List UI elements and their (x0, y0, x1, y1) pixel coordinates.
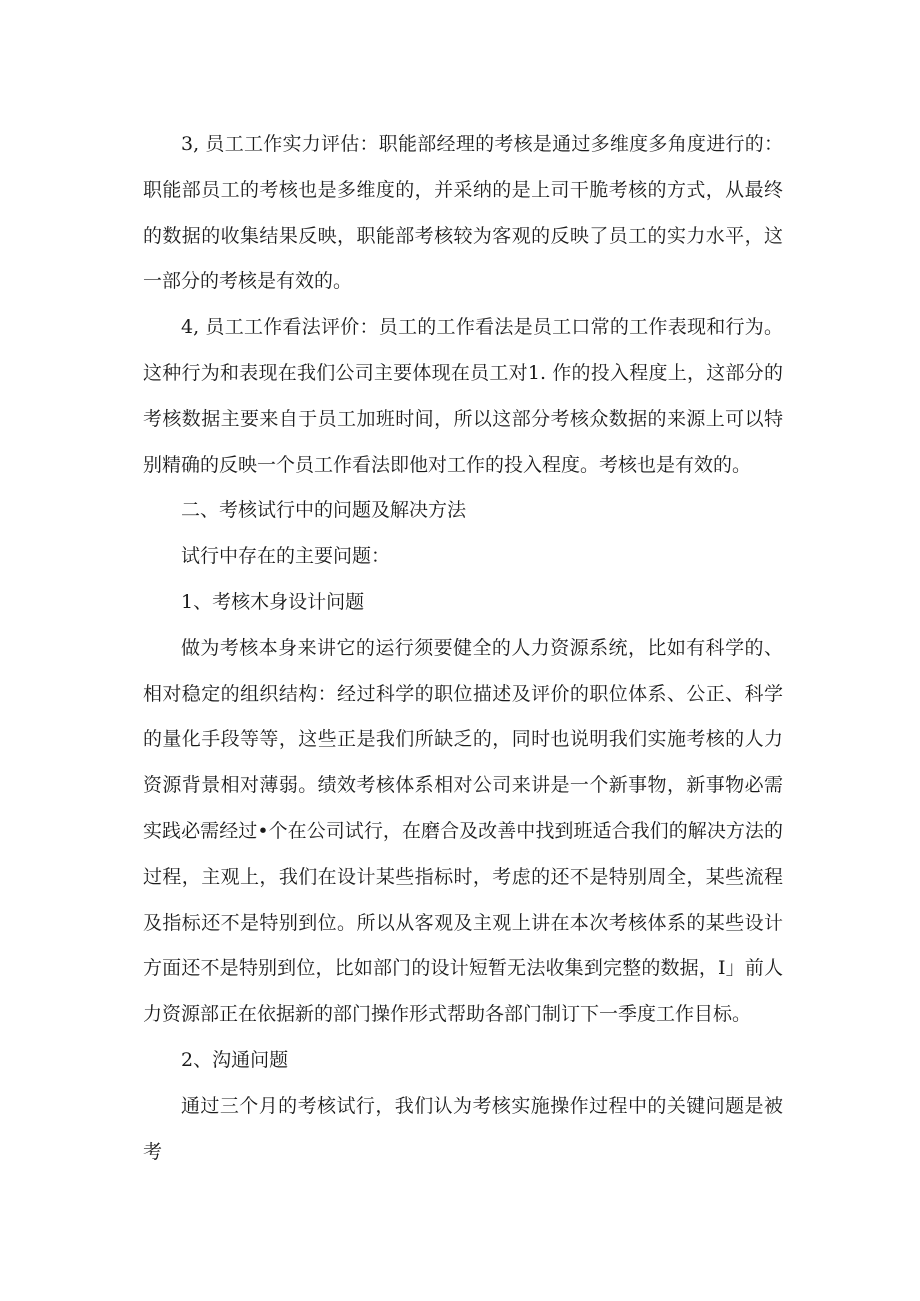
paragraph-design-problem-detail: 做为考核本身来讲它的运行须要健全的人力资源系统，比如有科学的、相对稳定的组织结构：经过科学的职位描述及评价的职位体系、公正、科学的量化手段等等，这些正是我们所缺乏的，同时也说明我们实施考核的人力资源背景相对薄弱。绩效考核体系相对公司来讲是一个新事物，新事物必需实践必需经过•个在公司试行，在磨合及改善中找到班适合我们的解决方法的过程，主观上，我们在设计某些指标时，考虑的还不是特别周全，某些流程及指标还不是特别到位。所以从客观及主观上讲在本次考核体系的某些设计方面还不是特别到位，比如部门的设计短暂无法收集到完整的数据，I」前人力资源部正在依据新的部门操作形式帮助各部门制订下一季度工作目标。 (143, 636, 783, 1026)
paragraph-main-problems-intro: 试行中存在的主要问题： (181, 545, 391, 568)
paragraph-staff-attitude-evaluation: 4, 员工工作看法评价：员工的工作看法是员工口常的工作表现和行为。这种行为和表现在我们公司主要体现在员工对1. 作的投入程度上，这部分的考核数据主要来自于员工加班时间，所以这部分考核众数据的来源上可以特别精确的反映一个员工作看法即他对工作的投入程度。考核也是有效的。 (143, 316, 783, 476)
paragraph-staff-ability-evaluation: 3, 员工工作实力评估：职能部经理的考核是通过多维度多角度进行的：职能部员工的考核也是多维度的，并采纳的是上司干脆考核的方式，从最终的数据的收集结果反映，职能部考核较为客观的反映了员工的实力水平，这一部分的考核是有效的。 (143, 133, 783, 293)
paragraph-communication-problem-detail: 通过三个月的考核试行，我们认为考核实施操作过程中的关键问题是被考 (143, 1094, 783, 1163)
document-body (143, 122, 783, 1175)
subheading-design-problem: 1、考核木身设计问题 (181, 590, 365, 613)
subheading-communication-problem: 2、沟通问题 (181, 1048, 289, 1071)
section-heading-problems-solutions: 二、考核试行中的问题及解决方法 (181, 499, 467, 522)
